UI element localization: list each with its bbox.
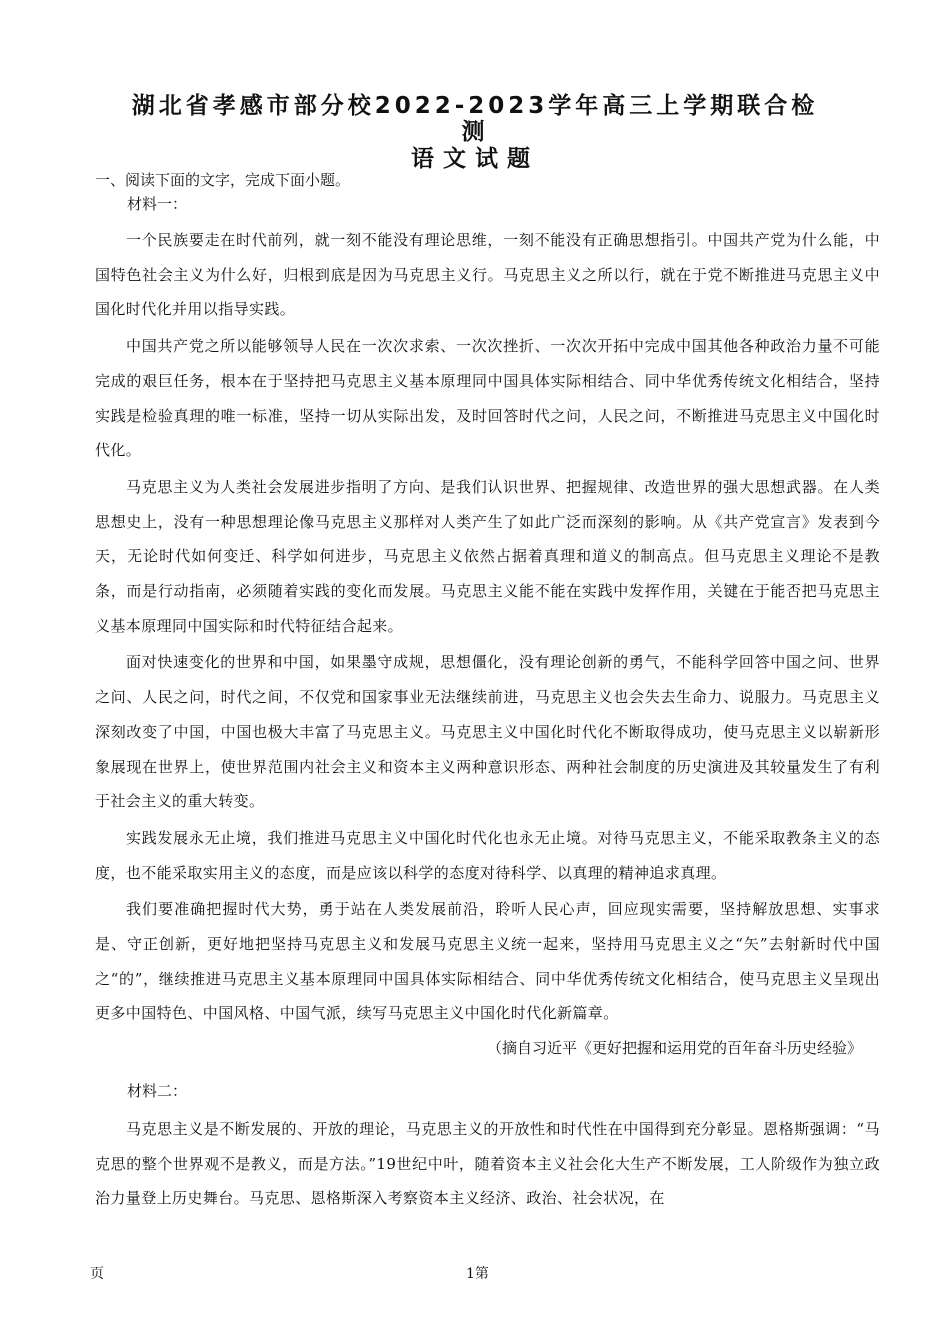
material-1-paragraph-3: 马克思主义为人类社会发展进步指明了方向、是我们认识世界、把握规律、改造世界的强大思想武器。在人类思想史上，没有一种思想理论像马克思主义那样对人类产生了如此广泛而深刻的影响。从《共产党宣言》发表到今天，无论时代如何变迁、科学如何进步，马克思主义依然占据着真理和道义的制高点。但马克思主义理论不是教条，而是行动指南，必须随着实践的变化而发展。马克思主义能不能在实践中发挥作用，关键在于能否把马克思主义基本原理同中国实际和时代特征结合起来。 (95, 477, 880, 635)
material-2-label: 材料二： (127, 1081, 188, 1100)
footer-page-number: 1第 (466, 1266, 489, 1282)
material-1-paragraph-4: 面对快速变化的世界和中国，如果墨守成规，思想僵化，没有理论创新的勇气，不能科学回答中国之问、世界之问、人民之问，时代之间，不仅党和国家事业无法继续前进，马克思主义也会失去生命力、说服力。马克思主义深刻改变了中国，中国也极大丰富了马克思主义。马克思主义中国化时代化不断取得成功，使马克思主义以崭新形象展现在世界上，使世界范围内社会主义和资本主义两种意识形态、两种社会制度的历史演进及其较量发生了有利于社会主义的重大转变。 (95, 653, 880, 811)
material-2-paragraph-1: 马克思主义是不断发展的、开放的理论，马克思主义的开放性和时代性在中国得到充分彰显。恩格斯强调：“马克思的整个世界观不是教义，而是方法。”19世纪中叶，随着资本主义社会化大生产不断发展，工人阶级作为独立政治力量登上历史舞台。马克思、恩格斯深入考察资本主义经济、政治、社会状况，在 (95, 1119, 880, 1208)
material-1-paragraph-1: 一个民族要走在时代前列，就一刻不能没有理论思维，一刻不能没有正确思想指引。中国共产党为什么能，中国特色社会主义为什么好，归根到底是因为马克思主义行。马克思主义之所以行，就在于党不断推进马克思主义中国化时代化并用以指导实践。 (95, 231, 880, 319)
section-heading: 一、阅读下面的文字，完成下面小题。 (95, 171, 351, 189)
material-1-paragraph-2: 中国共产党之所以能够领导人民在一次次求索、一次次挫折、一次次开拓中完成中国其他各种政治力量不可能完成的艰巨任务，根本在于坚持把马克思主义基本原理同中国具体实际相结合、同中华优秀传统文化相结合，坚持实践是检验真理的唯一标准，坚持一切从实际出发，及时回答时代之问，人民之问，不断推进马克思主义中国化时代化。 (95, 337, 880, 460)
document-title-line2: 测 (461, 119, 489, 145)
material-1-paragraph-5: 实践发展永无止境，我们推进马克思主义中国化时代化也永无止境。对待马克思主义，不能采取教条主义的态度，也不能采取实用主义的态度，而是应该以科学的态度对待科学、以真理的精神追求真理。 (95, 828, 880, 882)
material-1-source: （摘自习近平《更好把握和运用党的百年奋斗历史经验》 (486, 1039, 862, 1058)
document-subtitle: 语文试题 (411, 146, 539, 172)
material-1-label: 材料一： (127, 195, 188, 213)
material-1-paragraph-6: 我们要准确把握时代大势，勇于站在人类发展前沿，聆听人民心声，回应现实需要，坚持解放思想、实事求是、守正创新，更好地把坚持马克思主义和发展马克思主义统一起来，坚持用马克思主义之“矢”去射新时代中国之“的”，继续推进马克思主义基本原理同中国具体实际相结合、同中华优秀传统文化相结合，使马克思主义呈现出更多中国特色、中国风格、中国气派，续写马克思主义中国化时代化新篇章。 (95, 900, 880, 1023)
footer-page-label: 页 (90, 1266, 104, 1282)
title-block (90, 92, 860, 174)
document-title-line1: 湖北省孝感市部分校2022-2023学年高三上学期联合检 (131, 93, 819, 119)
document-body (95, 169, 880, 1216)
